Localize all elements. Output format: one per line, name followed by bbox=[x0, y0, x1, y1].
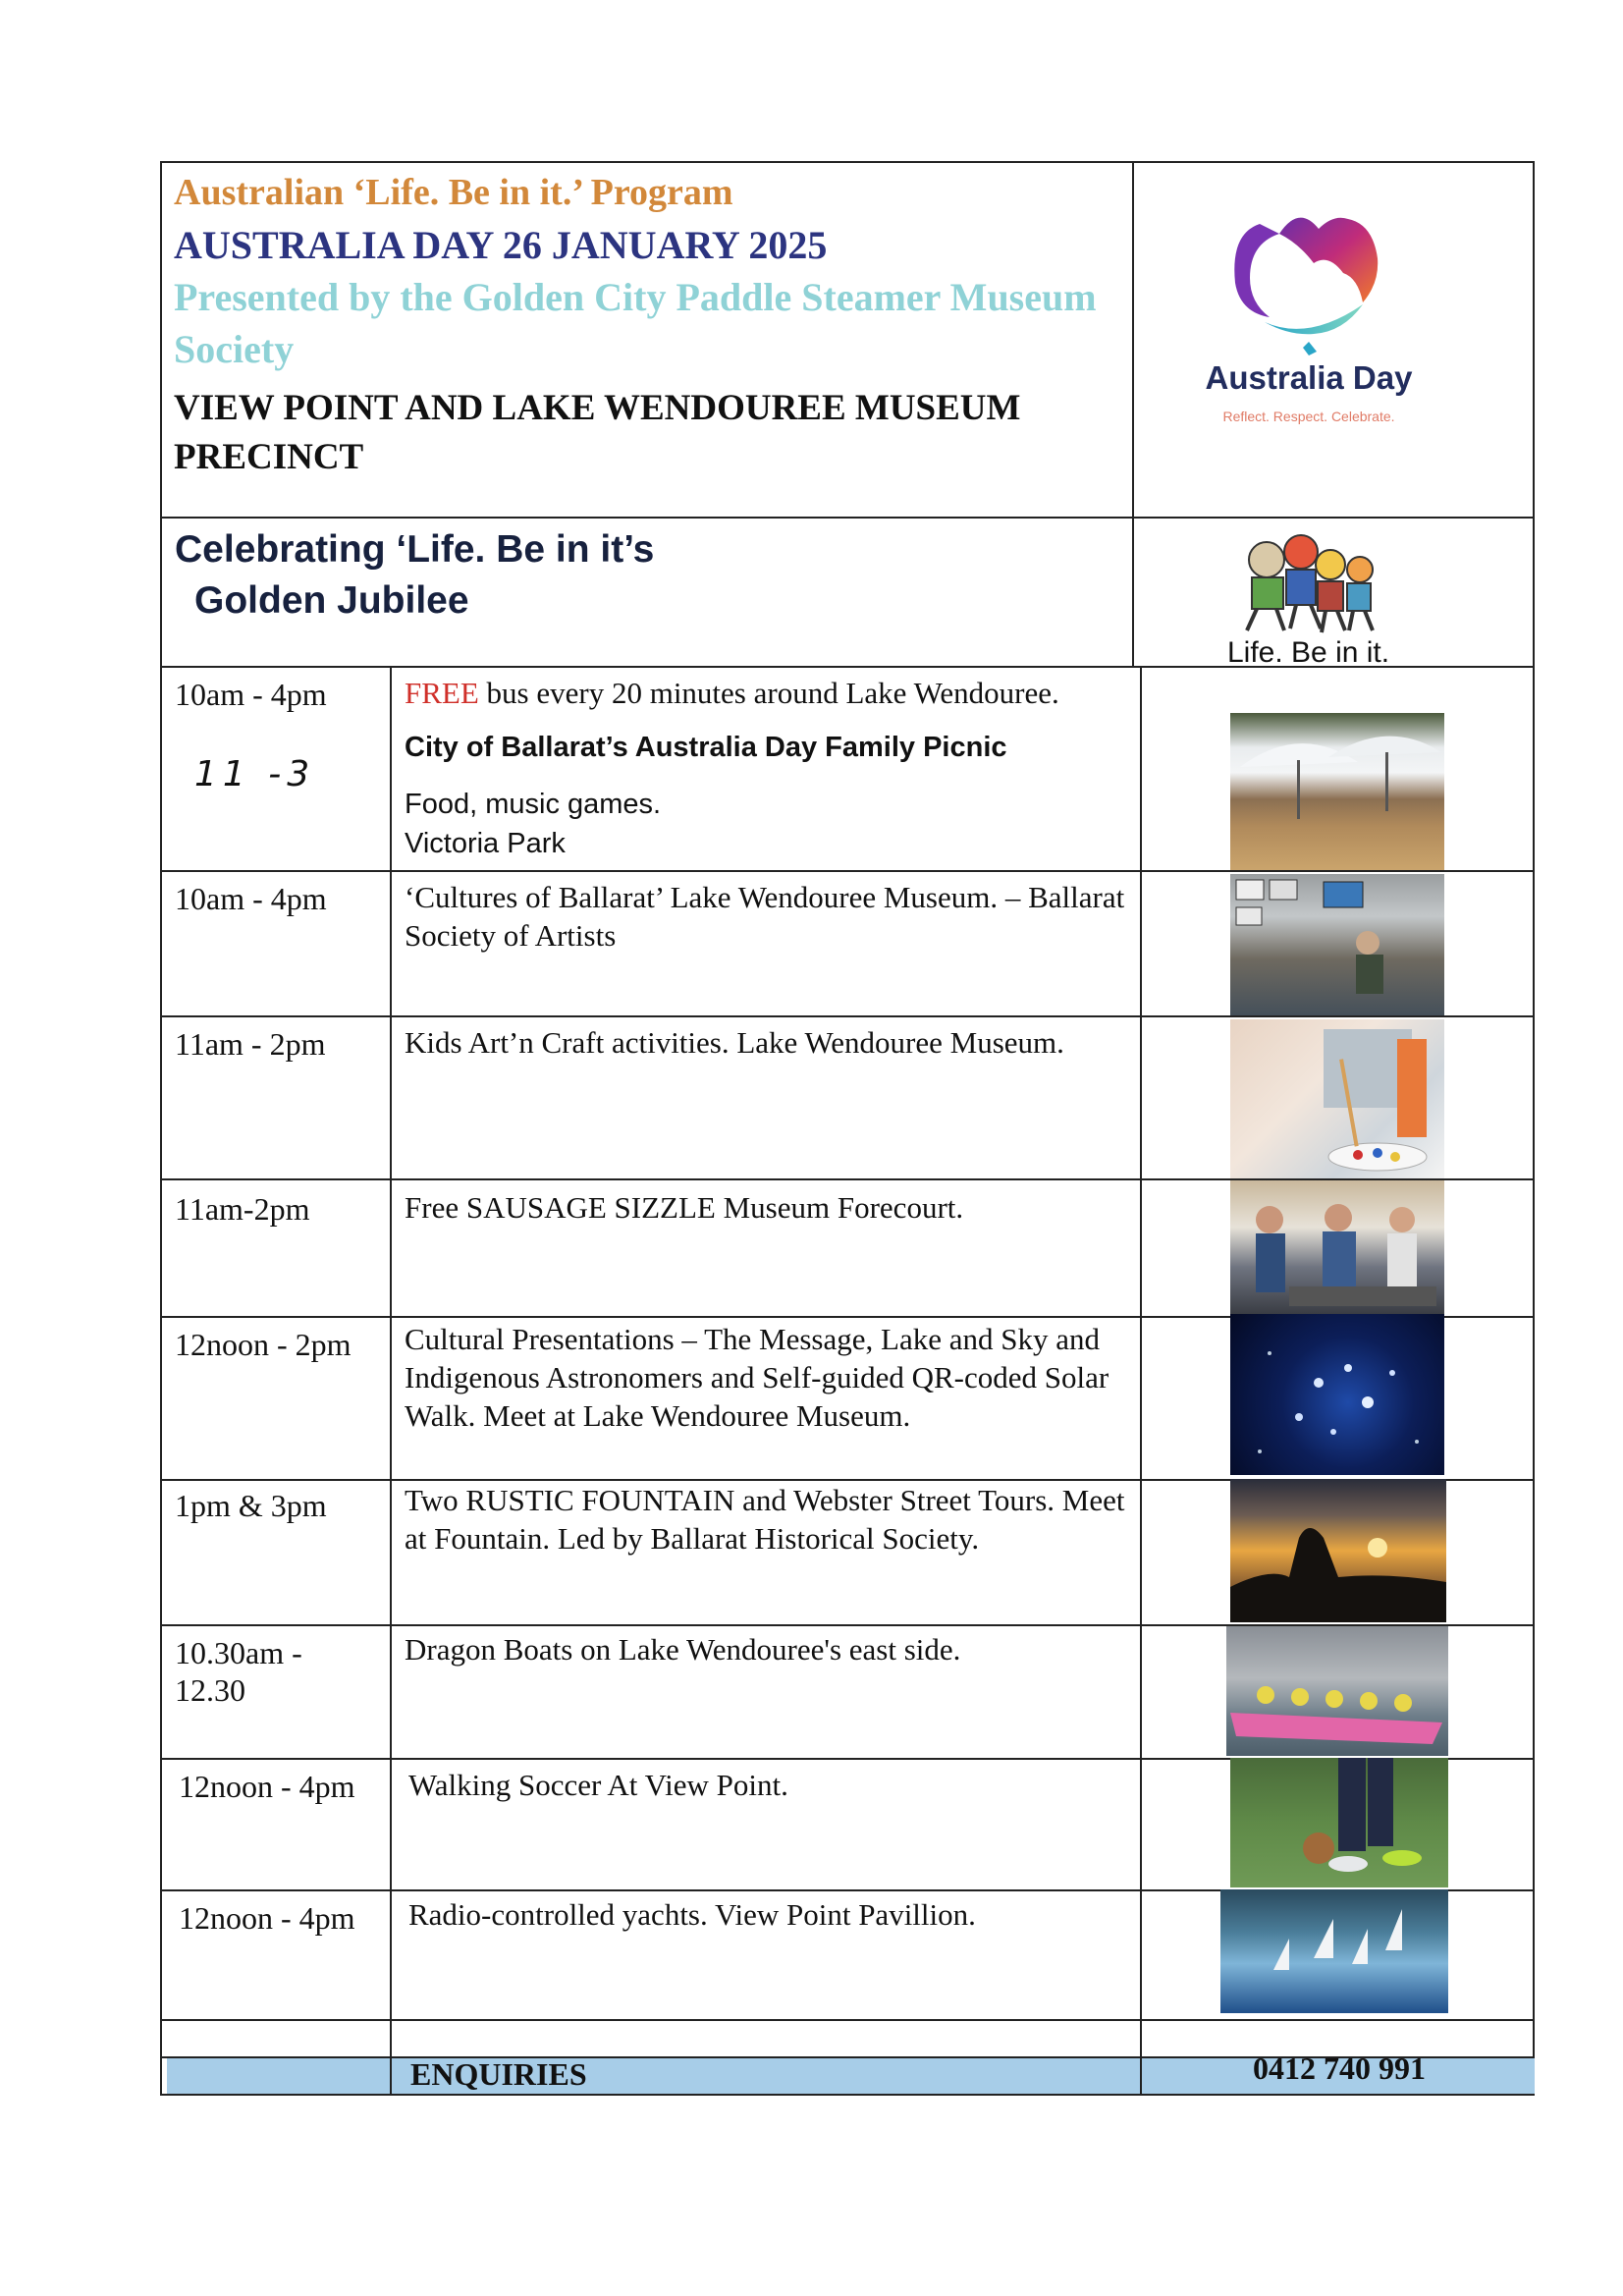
australia-day-tagline: Reflect. Respect. Celebrate. bbox=[1222, 409, 1395, 424]
table-border-bottom bbox=[160, 2094, 1535, 2096]
picnic-title: City of Ballarat’s Australia Day Family Picnic bbox=[405, 732, 1007, 763]
dragon-boat-photo bbox=[1226, 1626, 1448, 1756]
header-cell bbox=[160, 163, 1132, 517]
schedule-description: Free SAUSAGE SIZZLE Museum Forecourt. bbox=[405, 1190, 964, 1225]
table-divider bbox=[160, 2019, 1535, 2021]
schedule-description: Radio-controlled yachts. View Point Pavillion. bbox=[408, 1897, 976, 1932]
enquiries-phone[interactable]: 0412 740 991 bbox=[1253, 2050, 1426, 2086]
star-cluster-photo bbox=[1230, 1314, 1444, 1475]
life-be-in-it-logo bbox=[1227, 530, 1424, 668]
walking-soccer-photo bbox=[1230, 1758, 1448, 1887]
column-divider-image bbox=[1140, 666, 1142, 2096]
life-be-in-it-wordmark: Life. Be in it. bbox=[1227, 636, 1390, 669]
australia-day-logo bbox=[1152, 185, 1466, 424]
schedule-description: Kids Art’n Craft activities. Lake Wendouree Museum. bbox=[405, 1025, 1064, 1060]
cartoon-characters-icon bbox=[1227, 530, 1404, 638]
venue-title: VIEW POINT AND LAKE WENDOUREE MUSEUM PRECINCT bbox=[174, 388, 1021, 477]
picnic-details: Food, music games. bbox=[405, 789, 662, 820]
table-divider bbox=[160, 870, 1535, 872]
picnic-umbrellas-photo bbox=[1230, 713, 1444, 870]
table-divider bbox=[160, 517, 1535, 519]
schedule-time: 11am-2pm bbox=[175, 1191, 310, 1227]
schedule-description: Two RUSTIC FOUNTAIN and Webster Street Tours. Meet at Fountain. Led by Ballarat Historical Society. bbox=[405, 1483, 1125, 1556]
art-exhibition-photo bbox=[1230, 874, 1444, 1015]
table-border-right bbox=[1533, 161, 1535, 2096]
schedule-description bbox=[405, 674, 1131, 712]
australia-map-logo-icon bbox=[1152, 185, 1466, 361]
schedule-description: Walking Soccer At View Point. bbox=[408, 1768, 788, 1802]
celebrating-line-1: Celebrating ‘Life. Be in it’s bbox=[175, 528, 655, 571]
schedule-description: ‘Cultures of Ballarat’ Lake Wendouree Museum. – Ballarat Society of Artists bbox=[405, 880, 1125, 953]
column-divider-time bbox=[390, 666, 392, 2096]
sausage-sizzle-photo bbox=[1230, 1180, 1444, 1314]
schedule-time: 1pm & 3pm bbox=[175, 1488, 327, 1523]
schedule-time: 12noon - 4pm bbox=[179, 1769, 355, 1804]
program-title: Australian ‘Life. Be in it.’ Program bbox=[174, 172, 733, 213]
schedule-time: 12noon - 4pm bbox=[179, 1900, 355, 1936]
model-yachts-photo bbox=[1220, 1889, 1448, 2013]
enquiries-label: ENQUIRIES bbox=[410, 2056, 587, 2092]
picnic-location: Victoria Park bbox=[405, 828, 566, 859]
handwritten-note: 11 -3 bbox=[194, 754, 316, 794]
schedule-time: 11am - 2pm bbox=[175, 1026, 326, 1062]
schedule-time: 10am - 4pm bbox=[175, 677, 327, 712]
sunset-fountain-photo bbox=[1230, 1479, 1446, 1622]
presented-by: Presented by the Golden City Paddle Steamer Museum Society bbox=[174, 275, 1097, 371]
schedule-time: 12noon - 2pm bbox=[175, 1327, 352, 1362]
column-divider-image bbox=[1140, 2019, 1142, 2094]
event-title: AUSTRALIA DAY 26 JANUARY 2025 bbox=[174, 223, 828, 267]
schedule-description: Cultural Presentations – The Message, Lake and Sky and Indigenous Astronomers and Self-guided QR-coded Solar Walk. Meet at Lake Wendouree Museum. bbox=[405, 1322, 1109, 1433]
column-divider-time bbox=[390, 2019, 392, 2094]
free-highlight: FREE bbox=[405, 676, 479, 710]
table-divider bbox=[160, 1015, 1535, 1017]
bus-text: bus every 20 minutes around Lake Wendouree. bbox=[478, 676, 1059, 710]
celebrating-line-2: Golden Jubilee bbox=[194, 579, 469, 622]
australia-day-wordmark: Australia Day bbox=[1205, 359, 1413, 396]
schedule-time: 10am - 4pm bbox=[175, 881, 327, 916]
schedule-time: 10.30am - 12.30 bbox=[175, 1635, 302, 1708]
schedule-description: Dragon Boats on Lake Wendouree's east side. bbox=[405, 1632, 961, 1667]
column-divider-image bbox=[1132, 161, 1134, 666]
kids-painting-photo bbox=[1230, 1019, 1444, 1178]
